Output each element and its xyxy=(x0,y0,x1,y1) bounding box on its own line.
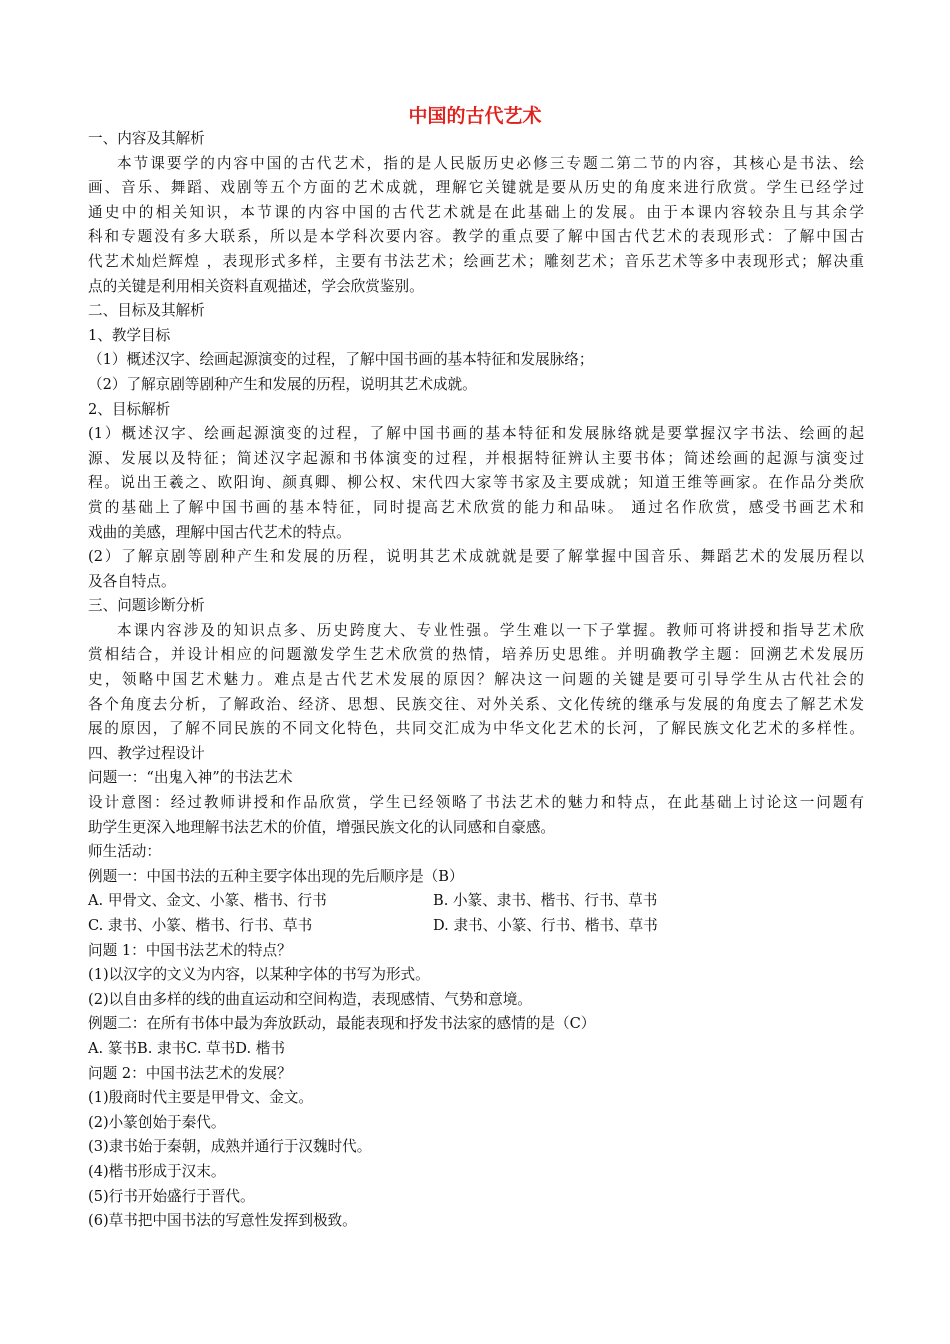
paragraph-line: 史，领略中国艺术魅力。难点是古代艺术发展的原因？解决这一问题的关键是要可引导学生从古代社会的 xyxy=(88,671,864,689)
answer-item: (2)以自由多样的线的曲直运动和空间构造，表现感情、气势和意境。 xyxy=(88,990,532,1008)
answer-item: (2)小篆创始于秦代。 xyxy=(88,1113,226,1131)
document-body xyxy=(88,127,864,1234)
section-heading: 一、内容及其解析 xyxy=(88,130,205,147)
paragraph-line: 赏相结合，并设计相应的问题激发学生艺术欣赏的热情，培养历史思维。并明确教学主题：回溯艺术发展历 xyxy=(88,646,864,664)
answer-item: (1)以汉字的文义为内容，以某种字体的书写为形式。 xyxy=(88,966,430,984)
goal-item: （1）概述汉字、绘画起源演变的过程，了解中国书画的基本特征和发展脉络； xyxy=(88,351,594,369)
paragraph-line: 科和专题没有多大联系，所以是本学科次要内容。教学的重点要了解中国古代艺术的表现形式：了解中国古 xyxy=(88,228,864,246)
sub-heading: 2、目标解析 xyxy=(88,400,171,418)
paragraph-line: 点的关键是利用相关资料直观描述，学会欣赏鉴别。 xyxy=(88,277,424,295)
option-a: A. 甲骨文、金文、小篆、楷书、行书 xyxy=(88,892,327,910)
example-question: 例题一：中国书法的五种主要字体出现的先后顺序是（B） xyxy=(88,867,464,885)
answer-item: (3)隶书始于秦朝，成熟并通行于汉魏时代。 xyxy=(88,1138,372,1156)
paragraph-line: 本节课要学的内容中国的古代艺术，指的是人民版历史必修三专题二第二节的内容，其核心是书法、绘 xyxy=(117,154,864,172)
option-d: D. 隶书、小篆、行书、楷书、草书 xyxy=(433,917,658,934)
paragraph-line: 本课内容涉及的知识点多、历史跨度大、专业性强。学生难以一下子掌握。教师可将讲授和指导艺术欣 xyxy=(117,621,864,639)
answer-item: (1)殷商时代主要是甲骨文、金文。 xyxy=(88,1089,313,1107)
paragraph-line: 源、发展以及特征；简述汉字起源和书体演变的过程，并根据特征辨认主要书体；简述绘画的起源与演变过 xyxy=(88,449,864,467)
paragraph-line: 设计意图：经过教师讲授和作品欣赏，学生已经领略了书法艺术的魅力和特点，在此基础上讨论这一问题有 xyxy=(88,794,864,812)
paragraph-line: 程。说出王羲之、欧阳询、颜真卿、柳公权、宋代四大家等书家及主要成就；知道王维等画家。在作品分类欣 xyxy=(88,474,864,492)
paragraph-line: (1）概述汉字、绘画起源演变的过程，了解中国书画的基本特征和发展脉络就是要掌握汉字书法、绘画的起 xyxy=(88,425,864,443)
question-item: 问题 1：中国书法艺术的特点？ xyxy=(88,941,292,959)
answer-item: (6)草书把中国书法的写意性发挥到极致。 xyxy=(88,1212,357,1230)
paragraph-line: 赏的基础上了解中国书画的基本特征，同时提高艺术欣赏的能力和品味。 通过名作欣赏，感受书画艺术和 xyxy=(88,498,864,516)
paragraph-line: 各个角度去分析，了解政治、经济、思想、民族交往、对外关系、文化传统的继承与发展的角度去了解艺术发 xyxy=(88,695,864,713)
option-row xyxy=(88,889,864,914)
paragraph-line: (2）了解京剧等剧种产生和发展的历程，说明其艺术成就就是要了解掌握中国音乐、舞蹈艺术的发展历程以 xyxy=(88,548,864,566)
paragraph-line: 戏曲的美感，理解中国古代艺术的特点。 xyxy=(88,523,351,541)
section-heading: 四、教学过程设计 xyxy=(88,744,205,762)
example-question: 例题二：在所有书体中最为奔放跃动，最能表现和抒发书法家的感情的是（C） xyxy=(88,1015,596,1033)
paragraph-line: 通史中的相关知识，本节课的内容中国的古代艺术就是在此基础上的发展。由于本课内容较杂且与其余学 xyxy=(88,203,864,221)
page-title: 中国的古代艺术 xyxy=(408,105,542,127)
answer-item: (5)行书开始盛行于晋代。 xyxy=(88,1187,255,1205)
answer-item: (4)楷书形成于汉末。 xyxy=(88,1162,226,1180)
paragraph-line: 助学生更深入地理解书法艺术的价值，增强民族文化的认同感和自豪感。 xyxy=(88,818,556,836)
paragraph-line: 代艺术灿烂辉煌 ，表现形式多样，主要有书法艺术；绘画艺术；雕刻艺术；音乐艺术等多中表现形式；解决重 xyxy=(88,252,864,270)
activity-label: 师生活动： xyxy=(88,843,161,861)
sub-heading: 1、教学目标 xyxy=(88,326,171,344)
paragraph-line: 及各自特点。 xyxy=(88,572,176,590)
section-heading: 三、问题诊断分析 xyxy=(88,597,205,615)
paragraph-line: 画、音乐、舞蹈、戏剧等五个方面的艺术成就，理解它关键就是要从历史的角度来进行欣赏。学生已经学过 xyxy=(88,179,864,197)
section-heading: 二、目标及其解析 xyxy=(88,302,205,320)
option-c: C. 隶书、小篆、楷书、行书、草书 xyxy=(88,917,313,934)
question-heading: 问题一：“出鬼入神”的书法艺术 xyxy=(88,769,293,787)
option-row xyxy=(88,914,864,939)
option-row: A. 篆书B. 隶书C. 草书D. 楷书 xyxy=(88,1039,285,1057)
option-b: B. 小篆、隶书、楷书、行书、草书 xyxy=(433,892,658,910)
goal-item: （2）了解京剧等剧种产生和发展的历程，说明其艺术成就。 xyxy=(88,375,477,393)
paragraph-line: 展的原因，了解不同民族的不同文化特色，共同交汇成为中华文化艺术的长河，了解民族文化艺术的多样性。 xyxy=(88,720,864,738)
question-item: 问题 2：中国书法艺术的发展？ xyxy=(88,1064,292,1082)
